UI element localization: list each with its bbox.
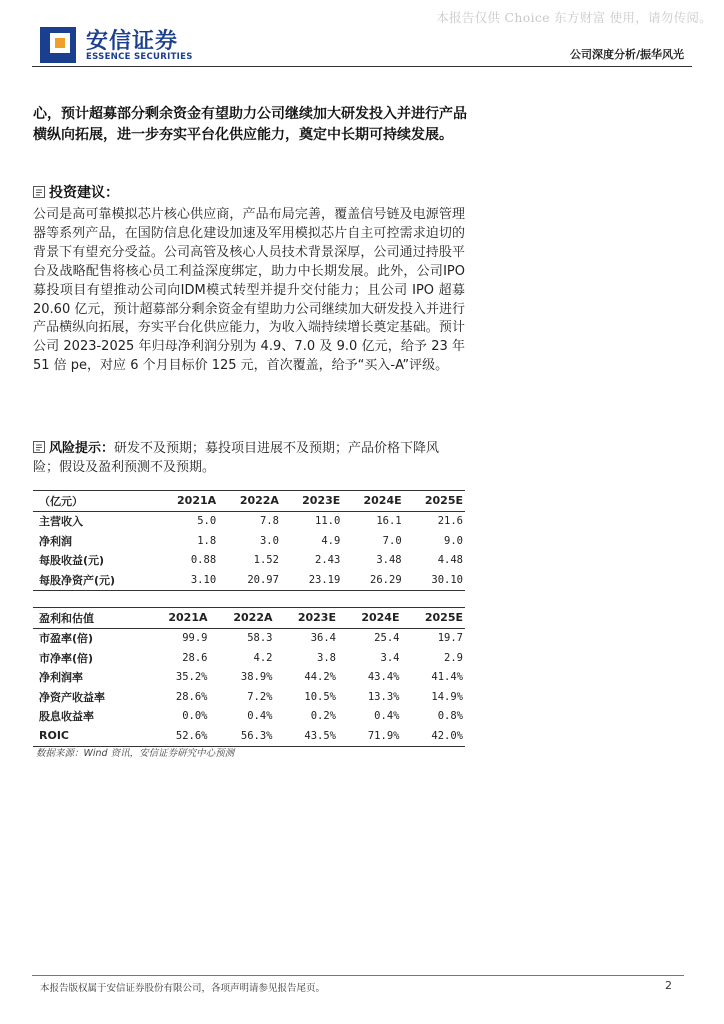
table-cell: 11.0: [315, 515, 341, 528]
table-cell: 7.2%: [247, 690, 273, 703]
table-row: [33, 707, 465, 727]
column-header: 2022A: [233, 611, 273, 625]
row-label: 市净率(倍): [39, 651, 94, 665]
table-cell: 13.3%: [367, 690, 400, 703]
table2-body: [33, 628, 465, 746]
table-cell: 0.8%: [437, 710, 463, 723]
column-header: 2025E: [424, 611, 463, 625]
table-cell: 28.6: [182, 651, 208, 664]
row-label: 主营收入: [39, 515, 83, 529]
row-label: 每股净资产(元): [39, 573, 116, 587]
table-cell: 3.48: [376, 554, 402, 567]
table-cell: 4.9: [321, 534, 341, 547]
table-cell: 0.4%: [374, 710, 400, 723]
column-header: 2025E: [424, 494, 463, 508]
column-header: 2023E: [297, 611, 336, 625]
table-cell: 38.9%: [240, 671, 273, 684]
brand-logo: [40, 24, 200, 68]
table-cell: 56.3%: [240, 729, 273, 742]
row-label: 净利润: [39, 534, 72, 548]
table-row: [33, 687, 465, 707]
table-row: [33, 726, 465, 746]
table-cell: 3.0: [259, 534, 279, 547]
table-cell: 30.10: [431, 573, 463, 586]
table-cell: 21.6: [437, 515, 463, 528]
table-cell: 43.5%: [304, 729, 336, 742]
lead-paragraph: 心，预计超募部分剩余资金有望助力公司继续加大研发投入并进行产品横纵向拓展，进一步夯实平台化供应能力，奠定中长期可持续发展。: [33, 106, 467, 143]
table-cell: 3.4: [380, 651, 400, 664]
investment-heading-text: 投资建议：: [49, 185, 119, 201]
table-row: [33, 648, 465, 668]
table1-body: [33, 511, 465, 590]
table-row: [33, 628, 465, 648]
table-cell: 28.6%: [175, 690, 208, 703]
row-label: ROIC: [39, 729, 69, 743]
data-source-note: 数据来源：Wind 资讯，安信证券研究中心预测: [36, 748, 235, 759]
table-cell: 10.5%: [304, 690, 336, 703]
table-header-row: [33, 608, 465, 629]
table-cell: 9.0: [444, 534, 463, 547]
footer-divider: [32, 975, 684, 976]
column-header: 2024E: [363, 494, 402, 508]
table-cell: 44.2%: [304, 671, 336, 684]
column-header: 2021A: [177, 494, 217, 508]
watermark: 本报告仅供 Choice 东方财富 使用，请勿传阅。: [436, 10, 712, 25]
table-cell: 0.2%: [310, 710, 336, 723]
column-header: 盈利和估值: [39, 611, 94, 625]
financial-summary-table: [33, 490, 465, 591]
table-cell: 20.97: [247, 573, 279, 586]
table-cell: 42.0%: [431, 729, 463, 742]
table-cell: 35.2%: [175, 671, 208, 684]
table-cell: 0.0%: [182, 710, 208, 723]
table-cell: 2.9: [444, 651, 463, 664]
column-header: 2023E: [302, 494, 341, 508]
logo-english-name: ESSENCE SECURITIES: [86, 52, 193, 62]
table-cell: 26.29: [370, 573, 402, 586]
table-cell: 7.8: [259, 515, 279, 528]
table-cell: 23.19: [308, 573, 341, 586]
table-cell: 43.4%: [367, 671, 400, 684]
logo-chinese-name: 安信证券: [86, 29, 179, 54]
header-divider: [32, 66, 692, 67]
table-cell: 25.4: [374, 632, 400, 645]
table-cell: 1.8: [197, 534, 217, 547]
table-cell: 71.9%: [367, 729, 400, 742]
column-header: 2021A: [168, 611, 208, 625]
table-cell: 5.0: [197, 515, 217, 528]
report-type-label: 公司深度分析/振华风光: [569, 48, 684, 61]
document-icon: [33, 186, 45, 198]
table-cell: 0.4%: [247, 710, 273, 723]
row-label: 股息收益率: [39, 710, 94, 724]
table-cell: 0.88: [190, 554, 217, 567]
risk-heading: 风险提示：: [49, 441, 115, 456]
table-cell: 4.2: [253, 651, 273, 664]
row-label: 净利润率: [39, 671, 83, 685]
column-header: 2024E: [361, 611, 400, 625]
table-cell: 99.9: [182, 632, 208, 645]
table-cell: 3.10: [190, 573, 217, 586]
table-row: [33, 511, 465, 531]
table-row: [33, 570, 465, 590]
document-icon: [33, 441, 45, 453]
table-cell: 36.4: [310, 632, 336, 645]
table-row: [33, 531, 465, 551]
investment-heading: [33, 182, 119, 202]
table-row: [33, 668, 465, 688]
page-number: 2: [665, 979, 672, 992]
table-cell: 16.1: [376, 515, 402, 528]
table-header-row: [33, 491, 465, 512]
table-cell: 2.43: [315, 554, 341, 567]
column-header: （亿元）: [39, 494, 83, 508]
risk-body: 研发不及预期；募投项目进展不及预期；产品价格下降风险；假设及盈利预测不及预期。: [33, 441, 440, 475]
table-cell: 4.48: [437, 554, 463, 567]
table-cell: 58.3: [247, 632, 273, 645]
table-cell: 14.9%: [431, 690, 463, 703]
investment-body: 公司是高可靠模拟芯片核心供应商，产品布局完善，覆盖信号链及电源管理器等系列产品，在国防信息化建设加速及军用模拟芯片自主可控需求迫切的背景下有望充分受益。公司高管及核心人员技术背景深厚，公司通过持股平台及战略配售将核心员工利益深度绑定，助力中长期发展。此外，公司IPO募投项目有望推动公司向IDM模式转型并提升交付能力；且公司 IPO 超募 20.60 亿元，预计超募部分剩余资金有望助力公司继续加大研发投入并进行产品横纵向拓展，夯实平台化供应能力，为收入端持续增长奠定基础。预计公司 2023-2025 年归母净利润分别为 4.9、7.0 及 9.0 亿元，给予 23 年 51 倍 pe，对应 6 个月目标价 125 元，首次覆盖，给予“买入-A”评级。: [33, 207, 465, 374]
row-label: 市盈率(倍): [39, 632, 94, 646]
table-cell: 52.6%: [175, 729, 208, 742]
valuation-table: [33, 607, 465, 747]
essence-logo-icon: [40, 27, 76, 63]
table-cell: 1.52: [253, 554, 279, 567]
table-cell: 7.0: [382, 534, 402, 547]
column-header: 2022A: [239, 494, 279, 508]
risk-paragraph: [33, 439, 453, 477]
table-cell: 41.4%: [431, 671, 463, 684]
table-row: [33, 551, 465, 571]
footer-disclaimer: 本报告版权属于安信证券股份有限公司，各项声明请参见报告尾页。: [40, 983, 326, 994]
table-cell: 3.8: [317, 651, 336, 664]
row-label: 净资产收益率: [39, 690, 105, 704]
table-cell: 19.7: [437, 632, 463, 645]
row-label: 每股收益(元): [39, 554, 105, 568]
